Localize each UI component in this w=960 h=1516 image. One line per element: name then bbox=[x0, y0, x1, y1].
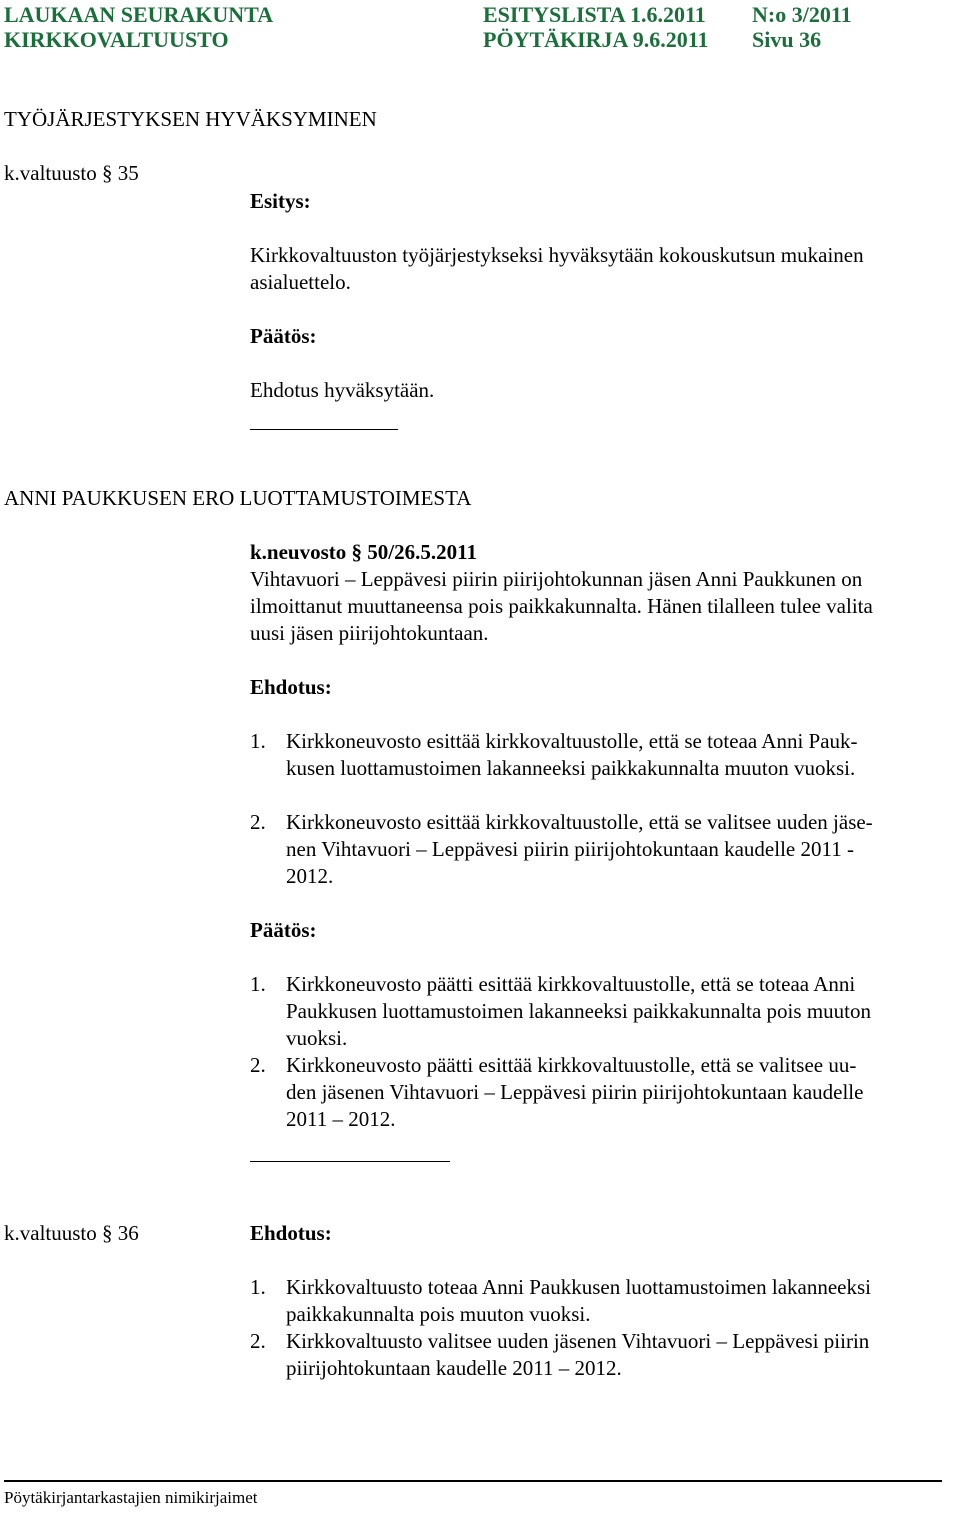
council-item-2-line2: piirijohtokuntaan kaudelle 2011 – 2012. bbox=[286, 1356, 622, 1380]
proposal-item-2-line3: 2012. bbox=[286, 864, 334, 888]
council-item-2-line1: Kirkkovaltuusto valitsee uuden jäsenen Vihtavuori – Leppävesi piirin bbox=[286, 1329, 870, 1353]
council-item-1-line1: Kirkkovaltuusto toteaa Anni Paukkusen luottamustoimen lakanneeksi bbox=[286, 1275, 871, 1299]
council-item-1-line2: paikkakunnalta pois muuton vuoksi. bbox=[286, 1302, 591, 1326]
section2-intro-line3: uusi jäsen piirijohtokuntaan. bbox=[250, 621, 489, 645]
proposal-item-2-line2: nen Vihtavuori – Leppävesi piirin piirijohtokuntaan kaudelle 2011 - bbox=[286, 837, 854, 861]
section3-proposal-label: Ehdotus: bbox=[250, 1221, 332, 1245]
proposal-item-2-line1: Kirkkoneuvosto esittää kirkkovaltuustolle, että se valitsee uuden jäse- bbox=[286, 810, 873, 834]
decision-item-2-line3: 2011 – 2012. bbox=[286, 1107, 396, 1131]
proposal-item-1-number: 1. bbox=[250, 729, 266, 753]
section1-decision-text: Ehdotus hyväksytään. bbox=[250, 378, 435, 402]
decision-item-1-line3: vuoksi. bbox=[286, 1026, 348, 1050]
section2-intro-line1: Vihtavuori – Leppävesi piirin piirijohtokunnan jäsen Anni Paukkunen on bbox=[250, 567, 863, 591]
header-body: KIRKKOVALTUUSTO bbox=[4, 27, 229, 52]
section2-decision-label: Päätös: bbox=[250, 918, 317, 942]
decision-item-2-line1: Kirkkoneuvosto päätti esittää kirkkovaltuustolle, että se valitsee uu- bbox=[286, 1053, 857, 1077]
section2-ref: k.neuvosto § 50/26.5.2011 bbox=[250, 540, 477, 564]
section3-ref: k.valtuusto § 36 bbox=[4, 1221, 139, 1245]
section1-ref: k.valtuusto § 35 bbox=[4, 161, 139, 185]
section1-separator bbox=[250, 429, 398, 430]
section1-proposal-line1: Kirkkovaltuuston työjärjestykseksi hyväksytään kokouskutsun mukainen bbox=[250, 243, 864, 267]
footer-signature-note: Pöytäkirjantarkastajien nimikirjaimet bbox=[4, 1488, 258, 1507]
header-minutes-date: PÖYTÄKIRJA 9.6.2011 bbox=[483, 27, 709, 52]
header-number: N:o 3/2011 bbox=[752, 2, 852, 27]
decision-item-1-line1: Kirkkoneuvosto päätti esittää kirkkovaltuustolle, että se toteaa Anni bbox=[286, 972, 856, 996]
decision-item-1-line2: Paukkusen luottamustoimen lakanneeksi paikkakunnalta pois muuton bbox=[286, 999, 871, 1023]
header-page: Sivu 36 bbox=[752, 27, 822, 52]
council-item-1-number: 1. bbox=[250, 1275, 266, 1299]
section2-separator bbox=[250, 1161, 450, 1162]
decision-item-1-number: 1. bbox=[250, 972, 266, 996]
proposal-item-2-number: 2. bbox=[250, 810, 266, 834]
decision-item-2-line2: den jäsenen Vihtavuori – Leppävesi piirin piirijohtokuntaan kaudelle bbox=[286, 1080, 864, 1104]
section1-decision-label: Päätös: bbox=[250, 324, 317, 348]
section2-proposal-label: Ehdotus: bbox=[250, 675, 332, 699]
header-agenda-date: ESITYSLISTA 1.6.2011 bbox=[483, 2, 706, 27]
footer-rule bbox=[4, 1480, 942, 1482]
section2-title: ANNI PAUKKUSEN ERO LUOTTAMUSTOIMESTA bbox=[4, 486, 472, 510]
section1-title: TYÖJÄRJESTYKSEN HYVÄKSYMINEN bbox=[4, 107, 377, 131]
council-item-2-number: 2. bbox=[250, 1329, 266, 1353]
section1-proposal-line2: asialuettelo. bbox=[250, 270, 351, 294]
section2-intro-line2: ilmoittanut muuttaneensa pois paikkakunnalta. Hänen tilalleen tulee valita bbox=[250, 594, 873, 618]
section1-proposal-label: Esitys: bbox=[250, 189, 311, 213]
proposal-item-1-line1: Kirkkoneuvosto esittää kirkkovaltuustolle, että se toteaa Anni Pauk- bbox=[286, 729, 858, 753]
proposal-item-1-line2: kusen luottamustoimen lakanneeksi paikkakunnalta muuton vuoksi. bbox=[286, 756, 856, 780]
header-org: LAUKAAN SEURAKUNTA bbox=[4, 2, 274, 27]
decision-item-2-number: 2. bbox=[250, 1053, 266, 1077]
